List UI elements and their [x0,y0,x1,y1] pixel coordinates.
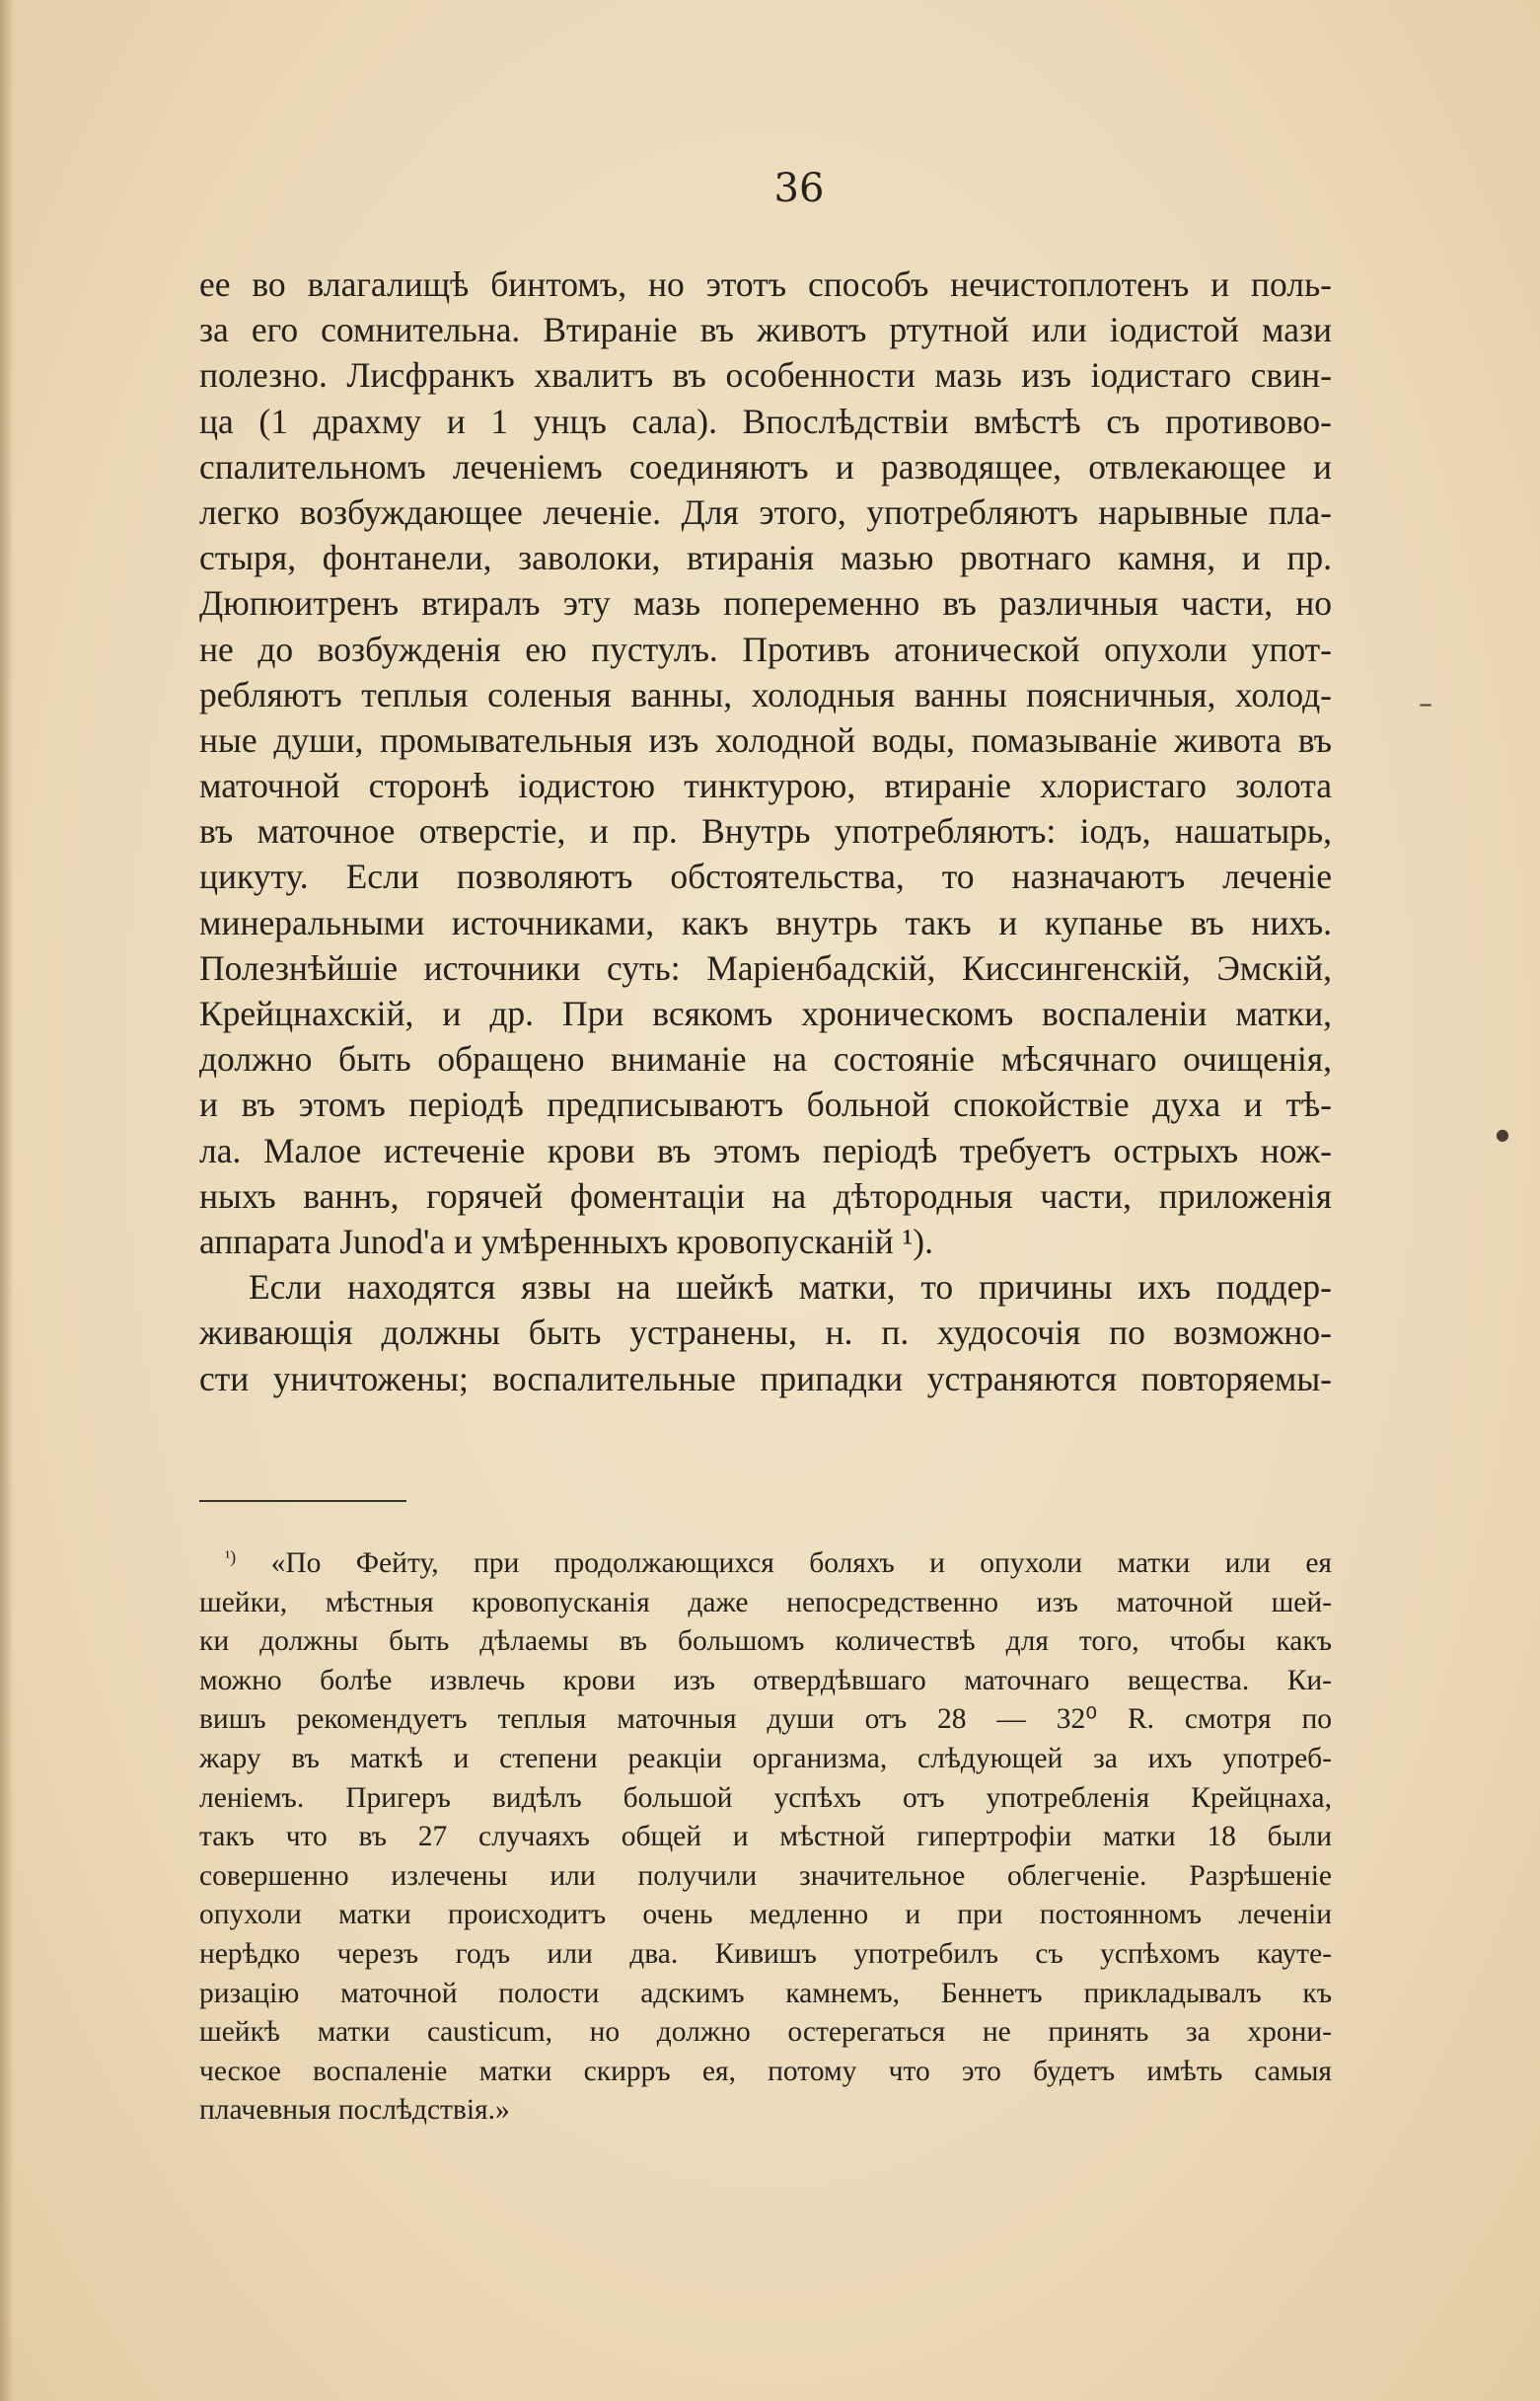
text-line: цикуту. Если позволяютъ обстоятельства, то назначаютъ леченіе [199,857,1332,897]
footnote-line: нерѣдко черезъ годъ или два. Кивишъ употребилъ съ успѣхомъ каутe- [199,1937,1332,1970]
margin-dash-mark: – [1419,687,1432,719]
text-line: и въ этомъ періодѣ предписываютъ больной спокойствіе духа и тѣ- [199,1085,1332,1125]
text-line: спалительномъ леченіемъ соединяютъ и разводящее, отвлекающее и [199,446,1332,487]
footnote [199,1544,1332,2131]
margin-dot-mark: ● [1496,1125,1509,1144]
main-text [199,262,1332,1401]
footnote-line: ризацію маточной полости адскимъ камнемъ, Беннетъ прикладывалъ къ [199,1977,1332,2009]
text-line: ла. Малое истеченіе крови въ этомъ періодѣ требуетъ острыхъ нож- [199,1130,1332,1170]
text-line: ныхъ ваннъ, горячей фоментаціи на дѣтородныя части, приложенія [199,1175,1332,1216]
footnote-line: шейки, мѣстныя кровопусканія даже непосредственно изъ маточной шей- [199,1586,1332,1618]
footnote-line: ки должны быть дѣлаемы въ большомъ количествѣ для того, чтобы какъ [199,1625,1332,1658]
text-line: ные души, промывательныя изъ холодной воды, помазываніе живота въ [199,719,1332,760]
footnote-line: плачевныя послѣдствія.» [199,2094,510,2127]
text-line: Крейцнахскій, и др. При всякомъ хроническомъ воспаленіи матки, [199,994,1332,1033]
text-line: Полезнѣйшіе источники суть: Маріенбадскій, Киссингенскій, Эмскій, [199,947,1332,988]
footnote-line-first [199,1544,1332,1584]
footnote-line: леніемъ. Пригеръ видѣлъ большой успѣхъ отъ употребленія Крейцнаха, [199,1781,1332,1814]
text-line: легко возбуждающее леченіе. Для этого, употребляютъ нарывные пла- [199,491,1332,532]
page-binding-edge [0,0,14,2401]
footnote-line: совершенно излечены или получили значительное облегченіе. Разрѣшеніе [199,1859,1332,1892]
text-line: не до возбужденія ею пустулъ. Противъ атонической опухоли упот- [199,629,1332,669]
text-line: полезно. Лисфранкъ хвалитъ въ особенности мазь изъ іодистаго свин- [199,355,1332,396]
text-line: въ маточное отверстіе, и пр. Внутрь употребляютъ: іодъ, нашатырь, [199,811,1332,852]
footnote-line-text: «По Фейту, при продолжающихся боляхъ и опухоли матки или ея [270,1547,1332,1579]
text-line: должно быть обращено вниманіе на состояніе мѣсячнаго очищенія, [199,1039,1332,1080]
text-line: Дюпюитренъ втиралъ эту мазь попеременно въ различныя части, но [199,583,1332,624]
footnote-line: можно болѣе извлечь крови изъ отвердѣвшаго маточнаго вещества. Ки- [199,1664,1332,1696]
text-line: аппарата Junod'а и умѣренныхъ кровопусканій ¹). [199,1221,933,1261]
page-number: 36 [773,166,825,211]
text-line: за его сомнительна. Втираніе въ животъ ртутной или іодистой мази [199,310,1332,350]
text-line: ца (1 драхму и 1 унцъ сала). Впослѣдствіи вмѣстѣ съ противово- [199,401,1332,441]
footnote-line: такъ что въ 27 случаяхъ общей и мѣстной гипертрофіи матки 18 были [199,1821,1332,1853]
text-line: стыря, фонтанели, заволоки, втиранія мазью рвотнаго камня, и пр. [199,538,1332,578]
footnote-line: вишъ рекомендуетъ теплыя маточныя души отъ 28 — 32⁰ R. смотря по [199,1703,1332,1736]
text-line: Если находятся язвы на шейкѣ матки, то причины ихъ поддер- [249,1267,1332,1308]
text-line: сти уничтожены; воспалительные припадки устраняются повторяемы- [199,1358,1332,1398]
footnote-line: шейкѣ матки causticum, но должно остерегаться не принять за хрони- [199,2016,1332,2049]
footnote-line: жару въ маткѣ и степени реакціи организма, слѣдующей за ихъ употреб- [199,1742,1332,1774]
text-line: минеральными источниками, какъ внутрь такъ и купанье въ нихъ. [199,902,1332,942]
footnote-line: опухоли матки происходитъ очень медленно и при постоянномъ леченіи [199,1899,1332,1931]
footnote-separator [199,1500,406,1502]
text-line: ее во влагалищѣ бинтомъ, но этотъ способъ нечистоплотенъ и поль- [199,264,1332,304]
footnote-marker: ¹) [225,1546,237,1567]
text-line: ребляютъ теплыя соленыя ванны, холодныя ванны поясничныя, холод- [199,674,1332,714]
text-line: маточной сторонѣ іодистою тинктурою, втираніе хлористаго золота [199,766,1332,806]
footnote-line: ческое воспаленіе матки скирръ ея, потому что это будетъ имѣть самыя [199,2055,1332,2087]
text-line: живающія должны быть устранены, н. п. худосочія по возможно- [199,1313,1332,1353]
